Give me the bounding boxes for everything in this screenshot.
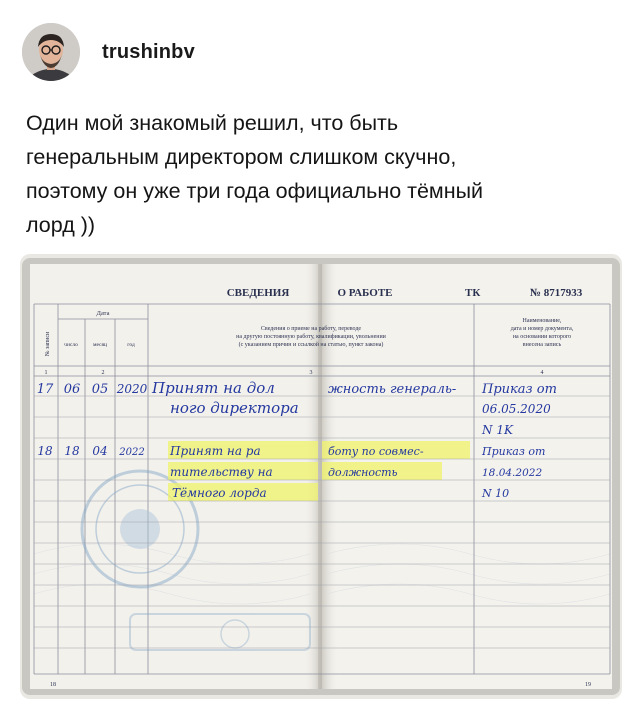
col-info-line: (с указанием причин и ссылкой на статью, пункт закона) bbox=[238, 342, 384, 348]
col-basis-line: внесена запись bbox=[522, 342, 562, 348]
entry-basis: Приказ от bbox=[482, 382, 557, 397]
entry-basis: N 10 bbox=[482, 487, 510, 500]
post-text-line: генеральным директором слишком скучно, bbox=[26, 145, 457, 169]
work-book-spread bbox=[20, 254, 622, 699]
entry-text: жность генераль- bbox=[328, 382, 457, 397]
col-info-line: Сведения о приеме на работу, переводе bbox=[260, 326, 362, 332]
entry-basis: 18.04.2022 bbox=[482, 467, 543, 479]
entry-text: должность bbox=[328, 466, 398, 479]
entry-basis: N 1K bbox=[482, 423, 513, 437]
entry-text: тительству на bbox=[170, 465, 273, 479]
post-header bbox=[22, 20, 195, 84]
entry-text: ного директора bbox=[170, 399, 299, 417]
col-number: 2 bbox=[101, 370, 105, 376]
post-text-line: лорд )) bbox=[26, 213, 96, 237]
entry-day: 06 bbox=[63, 382, 81, 397]
avatar-image bbox=[22, 23, 80, 81]
entry-text: Принят на ра bbox=[170, 444, 261, 458]
entry-record: 17 bbox=[36, 382, 54, 397]
entry-month: 04 bbox=[92, 444, 108, 458]
post-text-line: поэтому он уже три года официально тёмный bbox=[26, 179, 484, 203]
col-number: 4 bbox=[540, 370, 544, 376]
page-number-right: 19 bbox=[585, 682, 591, 688]
col-number: 3 bbox=[309, 370, 313, 376]
col-info-line: на другую постоянную работу, квалификации, увольнении bbox=[236, 334, 386, 340]
post-text-line: Один мой знакомый решил, что быть bbox=[26, 111, 399, 135]
username[interactable]: trushinbv bbox=[102, 40, 195, 63]
col-date: Дата bbox=[96, 310, 110, 317]
col-basis-line: на основании которого bbox=[512, 334, 572, 340]
document-number: № 8717933 bbox=[530, 287, 583, 299]
col-month: месяц bbox=[93, 342, 107, 348]
entry-year: 2022 bbox=[119, 447, 145, 458]
entry-day: 18 bbox=[64, 444, 80, 458]
col-year: год bbox=[127, 342, 135, 348]
avatar[interactable] bbox=[22, 23, 80, 81]
entry-year: 2020 bbox=[116, 382, 148, 396]
entry-record: 18 bbox=[37, 444, 53, 458]
entry-text: Тёмного лорда bbox=[172, 486, 267, 500]
post-text bbox=[26, 106, 616, 242]
entry-basis: Приказ от bbox=[482, 445, 546, 458]
title-left: СВЕДЕНИЯ bbox=[226, 287, 290, 299]
work-book-photo[interactable] bbox=[20, 254, 622, 699]
col-basis-line: Наименование, bbox=[522, 318, 562, 324]
col-basis-line: дата и номер документа, bbox=[510, 326, 574, 332]
page-number-left: 18 bbox=[50, 682, 56, 688]
entry-basis: 06.05.2020 bbox=[482, 402, 551, 416]
col-record-no: № записи bbox=[45, 331, 51, 357]
col-day: число bbox=[64, 342, 78, 348]
entry-month: 05 bbox=[91, 382, 109, 397]
entry-text: боту по совмес- bbox=[328, 445, 424, 458]
title-right: О РАБОТЕ bbox=[337, 287, 393, 299]
series-label: ТК bbox=[465, 287, 481, 299]
entry-text: Принят на дол bbox=[152, 379, 275, 397]
col-number: 1 bbox=[44, 370, 48, 376]
